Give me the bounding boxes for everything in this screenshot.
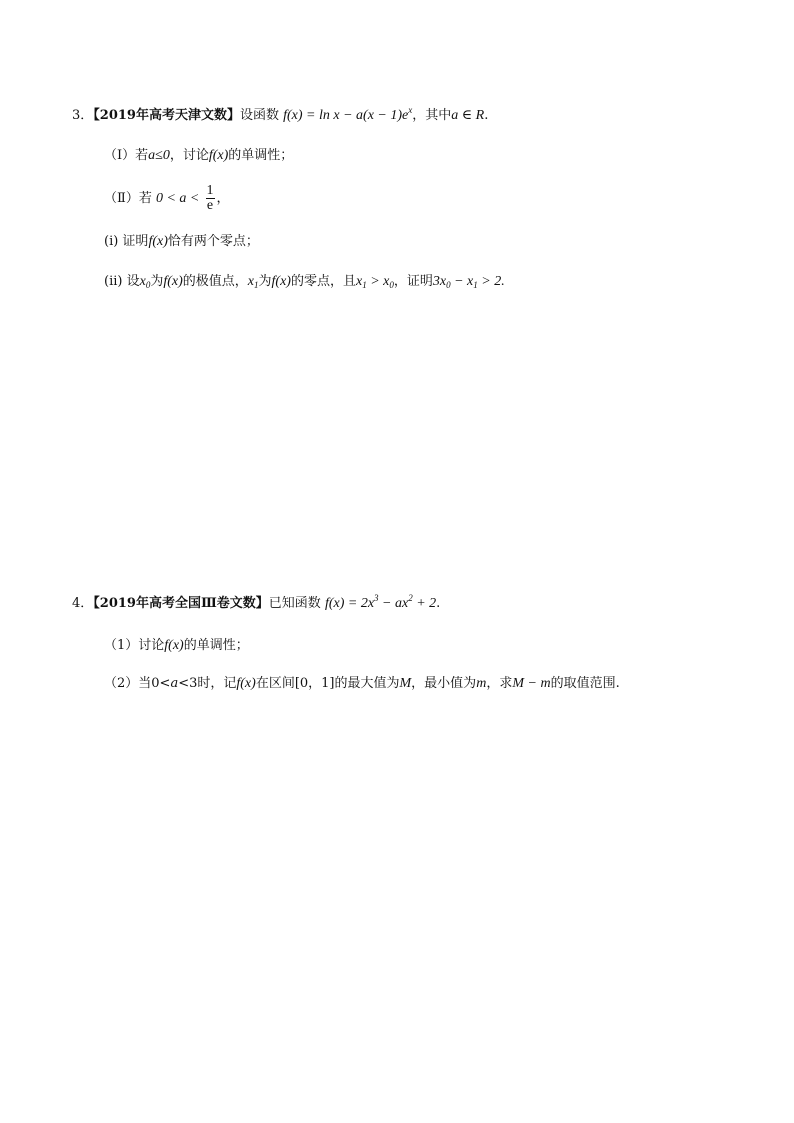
- q3-sub1: (i) 证明f(x)恰有两个零点；: [104, 234, 259, 249]
- q3-function: $f(x) = \ln x - a(x - 1)e^x$: [283, 105, 413, 123]
- q3-part1: （Ⅰ）若a≤0，讨论f(x)的单调性；: [104, 148, 294, 163]
- q4-stem-line: 4．【2019年高考全国Ⅲ卷文数】已知函数 $f(x) = 2x^3 - ax^2 + 2$.: [72, 593, 441, 611]
- q3-source: 【2019年高考天津文数】: [93, 108, 240, 123]
- q4-number: 4．: [72, 596, 94, 611]
- q3-stem-text: 设函数: [239, 108, 279, 123]
- q3-number: 3．: [72, 108, 94, 123]
- q4-part2: （2）当0<a<3时，记f(x)在区间[0，1]的最大值为M，最小值为m，求M − m的取值范围.: [104, 676, 620, 691]
- q3-condition: a ∈ R: [451, 108, 485, 123]
- q4-stem-text: 已知函数: [268, 596, 321, 611]
- q3-stem-line: 3．【2019年高考天津文数】设函数 $f(x) = \ln x - a(x - 1)e^x$，其中a ∈ R.: [72, 105, 489, 123]
- q4-function: $f(x) = 2x^3 - ax^2 + 2$: [324, 593, 437, 611]
- q4-part1: （1）讨论f(x)的单调性；: [104, 638, 249, 653]
- q4-source: 【2019年高考全国Ⅲ卷文数】: [93, 596, 269, 611]
- q3-fraction: $\frac{1}{e}$: [206, 183, 214, 213]
- q3-part2: （Ⅱ）若 0 < a < $\frac{1}{e}$ ，: [104, 183, 230, 213]
- q3-tail: ，其中: [412, 108, 452, 123]
- q3-sub2: (ii) 设$x_0$为f(x)的极值点，$x_1$为f(x)的零点，且$x_1 > x_0$，证明$3x_0 - x_1 > 2$.: [104, 274, 505, 290]
